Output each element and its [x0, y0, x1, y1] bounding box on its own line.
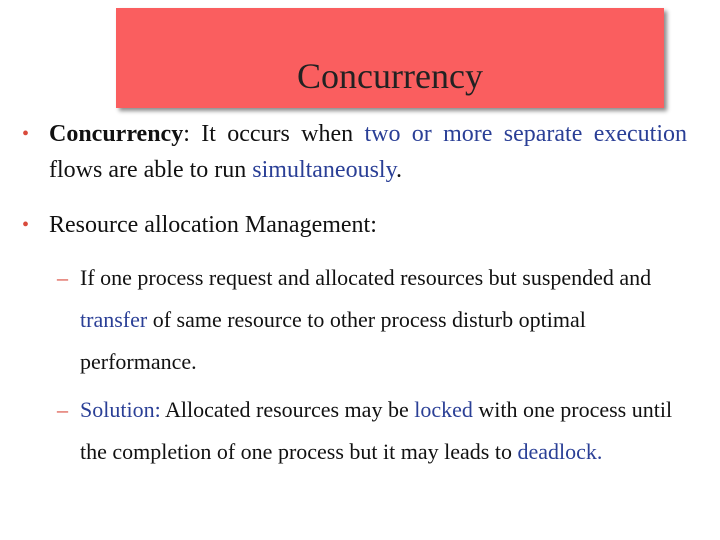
- highlight-deadlock: deadlock.: [517, 439, 603, 464]
- sub-bullet-solution: [57, 389, 687, 473]
- text-run: flows are able to run: [49, 157, 253, 183]
- dash-marker: –: [57, 397, 68, 422]
- sub-bullet-text: [57, 257, 687, 383]
- term-concurrency: Concurrency: [49, 121, 184, 147]
- text-run: of same resource to other process disturb optimal performance.: [80, 307, 586, 374]
- bullet-text: Resource allocation Management:: [49, 212, 377, 238]
- slide-title: Concurrency: [297, 56, 483, 96]
- sub-bullet-text: [57, 389, 687, 473]
- dash-marker: –: [57, 265, 68, 290]
- text-run: : It occurs when: [183, 121, 365, 147]
- text-run: with one process until the completion of one process but it may leads to: [80, 397, 673, 464]
- sub-bullet-suspended: [57, 257, 687, 383]
- text-run: If one process request and allocated resources but suspended and: [80, 265, 652, 290]
- highlight-transfer: transfer: [80, 307, 148, 332]
- bullet-concurrency: [22, 116, 687, 188]
- bullet-marker: •: [22, 123, 30, 145]
- highlight-locked: locked: [414, 397, 473, 422]
- text-run: .: [396, 157, 403, 183]
- highlight-execution: execution: [593, 121, 687, 147]
- text-run: Allocated resources may be: [160, 397, 415, 422]
- highlight-simultaneously: simultaneously: [252, 157, 397, 183]
- highlight-two-or-more: two or more separate: [364, 121, 583, 147]
- bullet-marker: •: [22, 214, 30, 236]
- bullet-resource-allocation: [22, 207, 687, 243]
- slide-title-box: [116, 8, 664, 108]
- bullet-text: [22, 116, 687, 188]
- highlight-solution: Solution:: [80, 397, 161, 422]
